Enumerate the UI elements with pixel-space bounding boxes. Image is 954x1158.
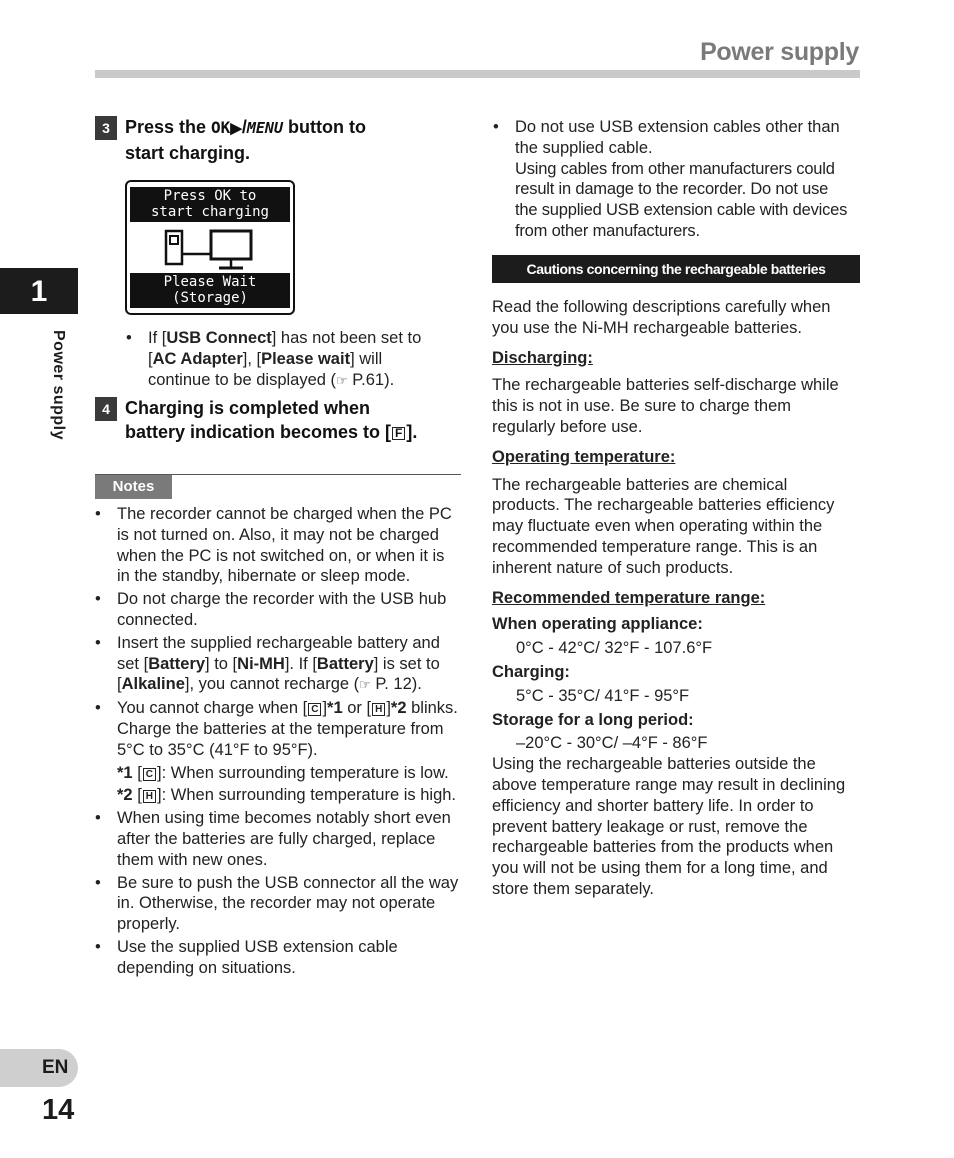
charging-value: 5°C - 35°C/ 41°F - 95°F <box>516 686 690 705</box>
step-3-text-b: button to <box>283 117 366 137</box>
side-section-label: Power supply <box>50 330 67 441</box>
lcd-top-line2: start charging <box>150 204 269 220</box>
footnote-1: *1 [ C ] : When surrounding temperature is low. <box>117 763 449 782</box>
step-3-line2: start charging. <box>125 143 251 163</box>
charging-label: Charging: <box>492 662 570 681</box>
high-temp-icon: H <box>372 703 385 716</box>
recommended-temp-heading: Recommended temperature range: <box>492 588 766 607</box>
storage-value: –20°C - 30°C/ –4°F - 86°F <box>516 734 708 753</box>
high-temp-icon: H <box>143 790 156 803</box>
page-number: 14 <box>42 1094 75 1126</box>
play-icon: ▶ <box>230 120 242 137</box>
step-3-slash: / <box>241 117 247 137</box>
lcd-display-illustration <box>125 180 295 315</box>
lcd-bottom-line2: (Storage) <box>172 290 248 306</box>
low-temp-icon: C <box>308 703 321 716</box>
usb-cable-bullet <box>493 117 853 244</box>
operating-appliance-label: When operating appliance: <box>492 615 703 634</box>
page-reference-icon: ☞ <box>359 677 371 693</box>
footnote-2: *2 [ H ] : When surrounding temperature is high. <box>117 786 457 805</box>
language-tab: EN <box>0 1049 78 1087</box>
page-header-title: Power supply <box>700 38 859 66</box>
list-item: • Be sure to push the USB connector all the way in. Otherwise, the recorder may not operate properly. <box>95 873 459 935</box>
step-3-heading <box>125 115 465 165</box>
lcd-top-line1: Press OK to <box>163 188 257 204</box>
step-4-badge: 4 <box>95 397 117 421</box>
list-item: • Do not charge the recorder with the USB hub connected. <box>95 589 459 631</box>
cautions-heading-bar: Cautions concerning the rechargeable batteries <box>492 255 860 283</box>
low-temp-icon: C <box>143 768 156 781</box>
page-reference-icon: ☞ <box>336 372 348 388</box>
chapter-tab: 1 <box>0 268 78 314</box>
notes-list <box>95 504 459 981</box>
lcd-top-message <box>130 187 290 222</box>
discharging-text: The rechargeable batteries self-discharge while this is not in use. Be sure to charge them regularly before use. <box>492 376 839 436</box>
notes-heading: Notes <box>95 475 172 499</box>
battery-full-icon: F <box>392 427 405 440</box>
list-item: • Insert the supplied rechargeable battery and set [Battery] to [Ni-MH]. If [Battery] is set to [Alkaline], you cannot recharge (☞ P. 12). <box>95 633 459 696</box>
step-3-text-a: Press the <box>125 117 212 137</box>
list-item: • Use the supplied USB extension cable depending on situations. <box>95 937 459 979</box>
list-item: • When using time becomes notably short even after the batteries are fully charged, replace them with new ones. <box>95 808 459 870</box>
header-rule <box>95 70 860 78</box>
operating-appliance-value: 0°C - 42°C/ 32°F - 107.6°F <box>516 639 713 658</box>
cautions-body <box>492 297 856 900</box>
list-item: • You cannot charge when [ C ]*1 or [ H ]*2 blinks. Charge the batteries at the temperature from 5°C to 35°C (41°F to 95°F). *1 [ C ] : When surrounding temperature is low. *2 [ H ] : When surrounding temperature is high. <box>95 698 459 806</box>
list-item: • Do not use USB extension cables other than the supplied cable. Using cables from other manufacturers could result in damage to the recorder. Do not use the supplied USB extension cable with devices from other manufacturers. <box>493 117 853 242</box>
list-item: • The recorder cannot be charged when the PC is not turned on. Also, it may not be charged when the PC is not switched on, or when it is in the standby, hibernate or sleep mode. <box>95 504 459 587</box>
storage-label: Storage for a long period: <box>492 710 694 729</box>
lcd-bottom-line1: Please Wait <box>163 274 257 290</box>
discharging-heading: Discharging: <box>492 348 593 367</box>
step-3-badge: 3 <box>95 116 117 140</box>
ok-button-label: OK <box>211 118 231 137</box>
menu-button-label: MENU <box>246 119 283 137</box>
cautions-intro: Read the following descriptions carefully when you use the Ni-MH rechargeable batteries. <box>492 298 831 337</box>
lcd-bottom-message <box>130 273 290 308</box>
step-4-heading: Charging is completed when battery indication becomes to [ F ]. <box>125 398 418 442</box>
step-3-bullet <box>126 328 446 393</box>
closing-paragraph: Using the rechargeable batteries outside the above temperature range may result in declining efficiency and shorter battery life. In order to prevent battery leakage or rust, remove the rechargeable batteries from the products when you will not be using them for a long time, and store them separately. <box>492 755 846 898</box>
operating-temp-heading: Operating temperature: <box>492 447 676 466</box>
list-item: • If [USB Connect] has not been set to [AC Adapter], [Please wait] will continue to be displayed (☞ P.61). <box>126 328 446 391</box>
usb-connection-icon <box>163 228 255 270</box>
operating-temp-text: The rechargeable batteries are chemical products. The rechargeable batteries efficiency may fluctuate even when operating within the recommended temperature range. This is an inherent nature of such products. <box>492 475 835 577</box>
